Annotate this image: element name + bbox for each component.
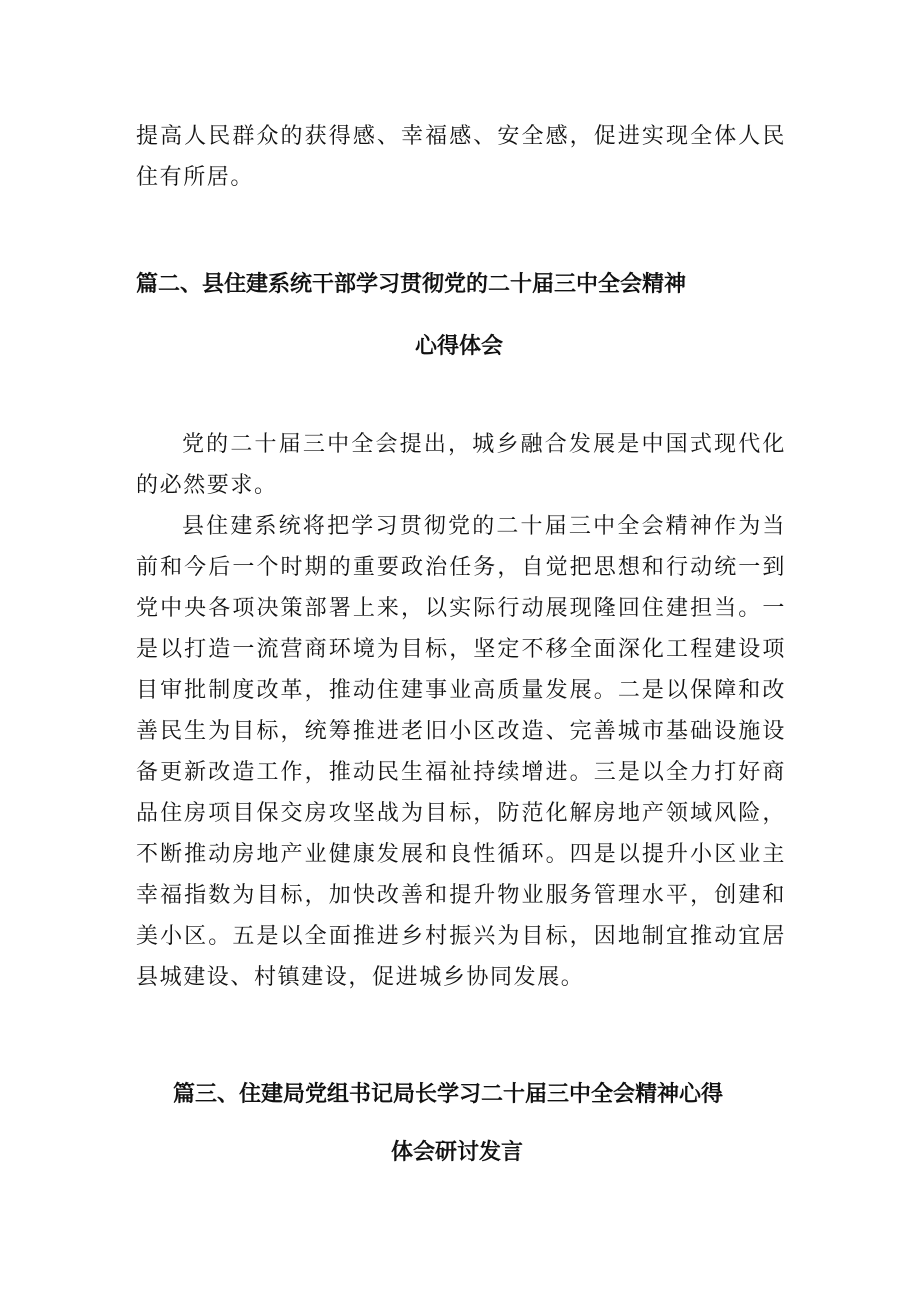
section2-paragraph-1: 党的二十届三中全会提出，城乡融合发展是中国式现代化的必然要求。: [136, 432, 786, 498]
section3-title-line2: 体会研讨发言: [391, 1140, 524, 1165]
section2-paragraph-2: 县住建系统将把学习贯彻党的二十届三中全会精神作为当前和今后一个时期的重要政治任务，自觉把思想和行动统一到党中央各项决策部署上来，以实际行动展现隆回住建担当。一是以打造一流营商环境为目标，坚定不移全面深化工程建设项目审批制度改革，推动住建事业高质量发展。二是以保障和改善民生为目标，统筹推进老旧小区改造、完善城市基础设施设备更新改造工作，推动民生福祉持续增进。三是以全力打好商品住房项目保交房攻坚战为目标，防范化解房地产领域风险，不断推动房地产业健康发展和良性循环。四是以提升小区业主幸福指数为目标，加快改善和提升物业服务管理水平，创建和美小区。五是以全面推进乡村振兴为目标，因地制宜推动宜居县城建设、村镇建设，促进城乡协同发展。: [136, 514, 786, 990]
section2-title-line2: 心得体会: [415, 334, 504, 359]
section2-title-line1: 篇二、县住建系统干部学习贯彻党的二十届三中全会精神: [136, 272, 687, 297]
section3-title-line1: 篇三、住建局党组书记局长学习二十届三中全会精神心得: [173, 1082, 724, 1107]
continuation-paragraph: 提高人民群众的获得感、幸福感、安全感，促进实现全体人民住有所居。: [136, 124, 786, 190]
